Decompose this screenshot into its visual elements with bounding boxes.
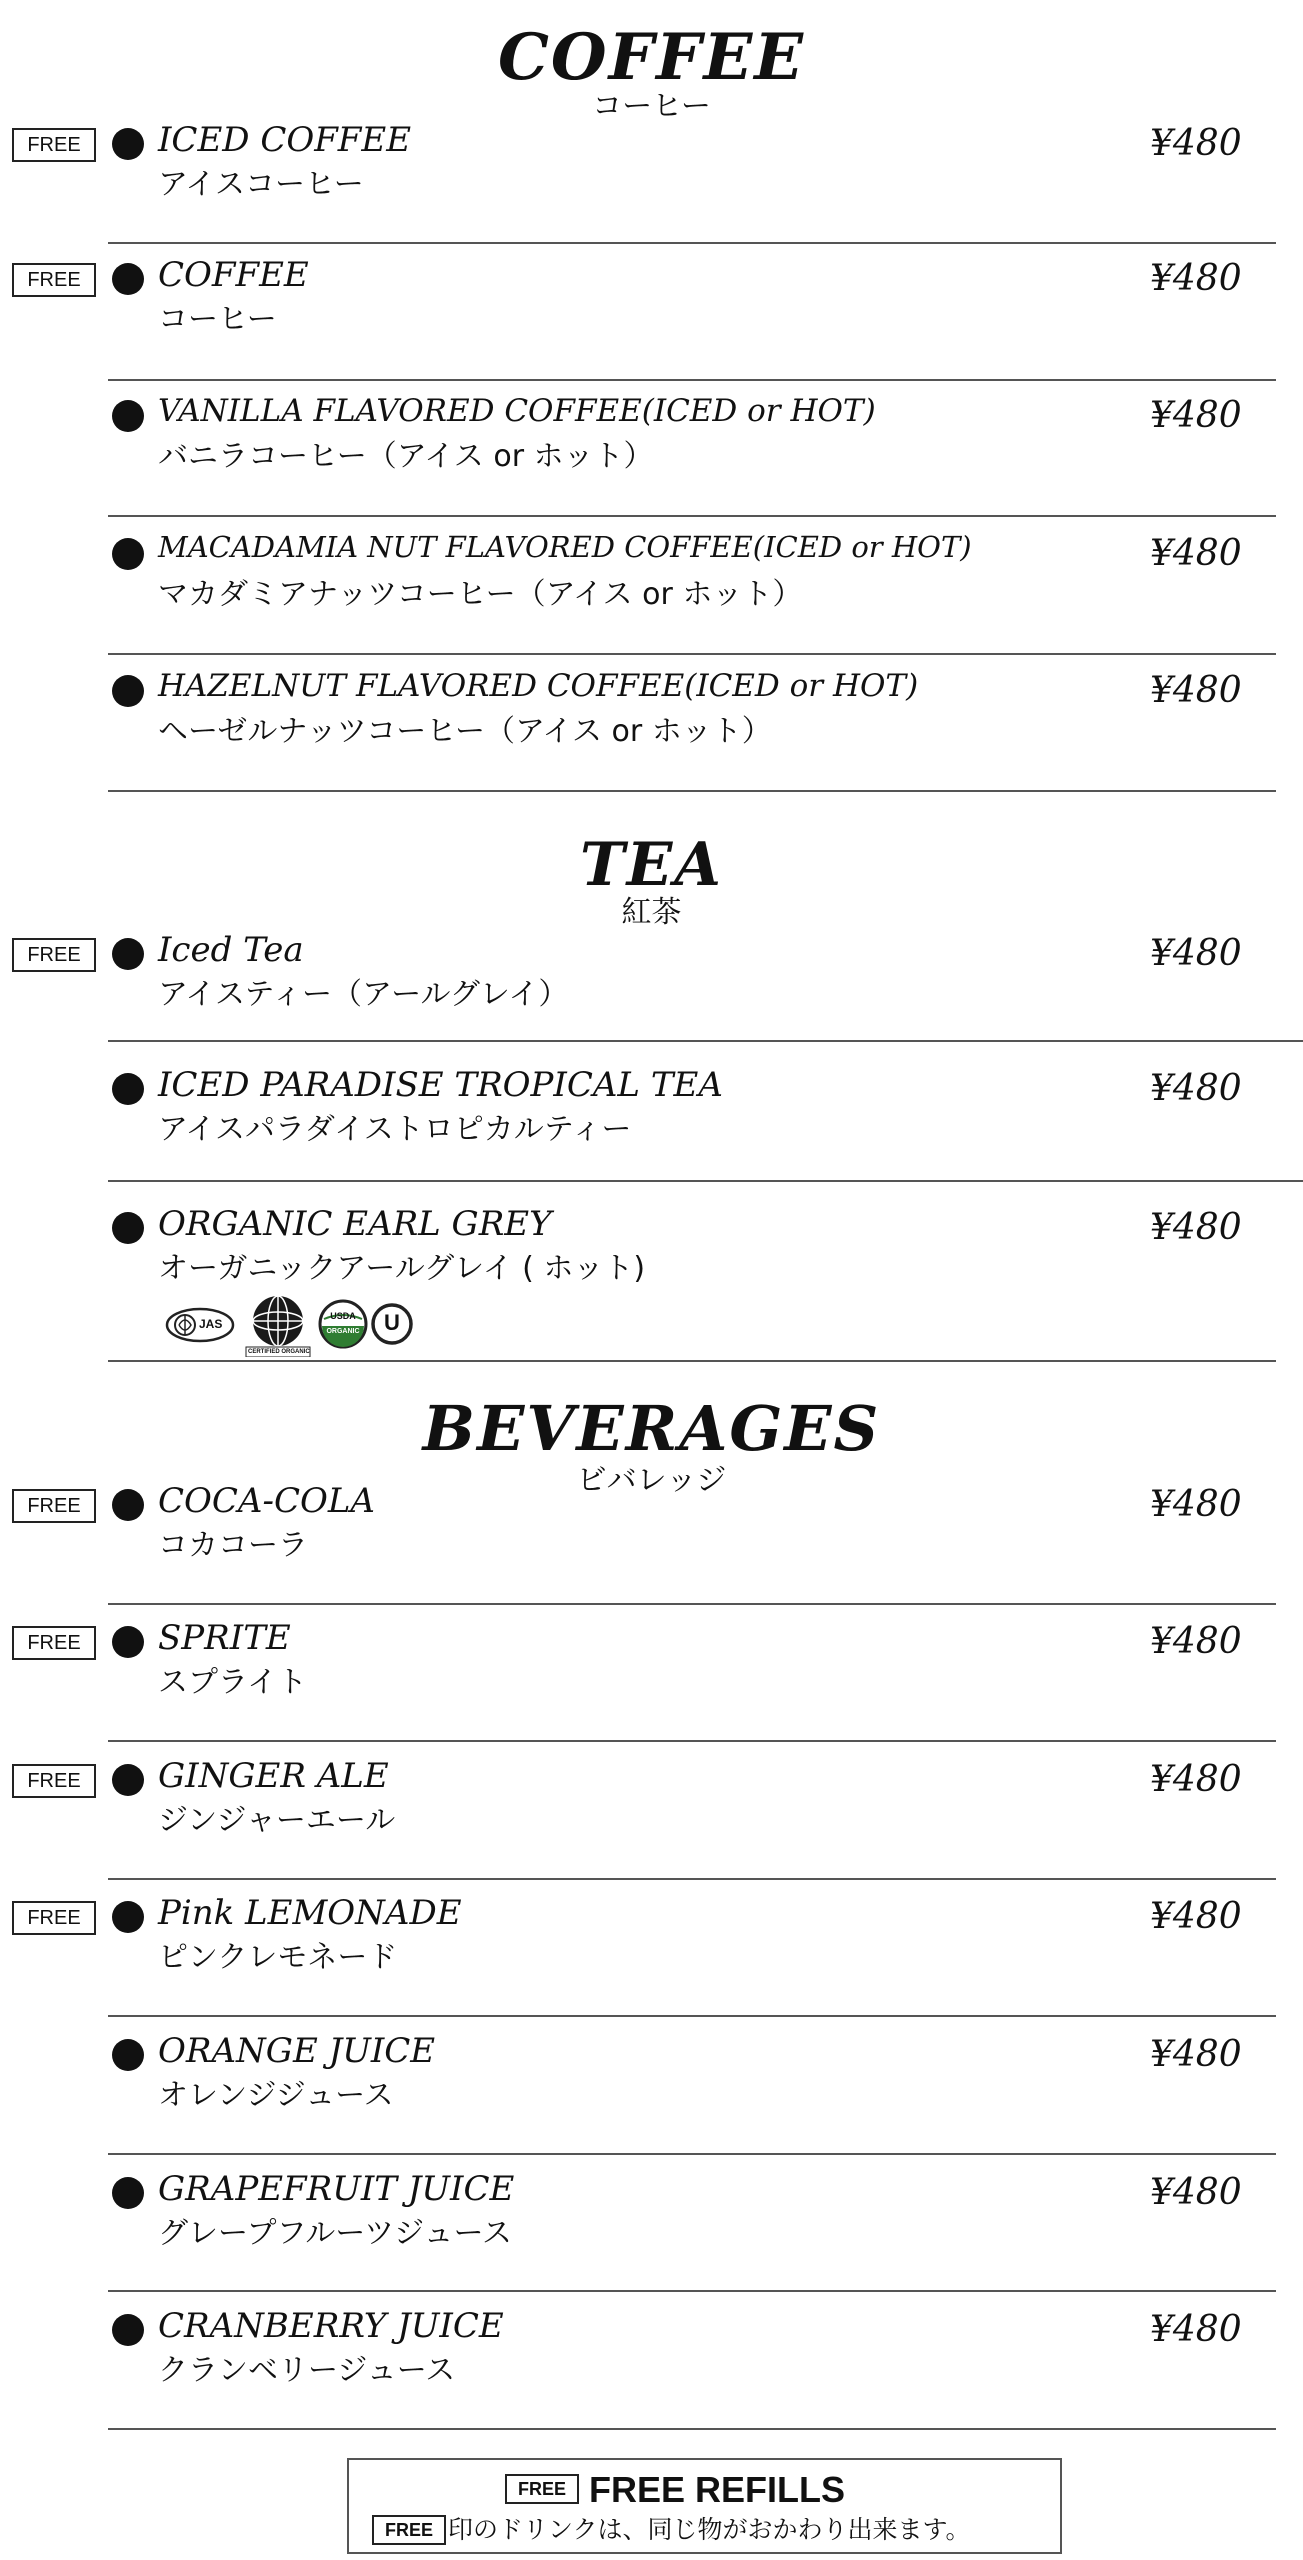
- certified-organic-label: CERTIFIED ORGANIC: [248, 1349, 310, 1355]
- bullet-icon: [112, 675, 144, 707]
- item-name-ja: ピンクレモネード: [158, 1940, 398, 1975]
- free-badge: FREE: [505, 2474, 579, 2504]
- usda-label: USDA: [330, 1311, 356, 1321]
- item-name-en: VANILLA FLAVORED COFFEE(ICED or HOT): [158, 393, 876, 429]
- bullet-icon: [112, 1901, 144, 1933]
- divider: [108, 2015, 1276, 2017]
- item-name-ja: アイスパラダイストロピカルティー: [158, 1112, 632, 1147]
- menu-item-pink-lemonade: [0, 1893, 1303, 2039]
- menu-item-iced-tea: [0, 930, 1303, 1076]
- coffee-title: COFFEE: [497, 20, 806, 95]
- divider: [108, 1360, 1276, 1362]
- item-name-ja: マカダミアナッツコーヒー（アイス or ホット）: [158, 577, 803, 612]
- free-badge: FREE: [12, 1764, 96, 1798]
- item-price: ¥480: [1150, 258, 1242, 299]
- beverages-title: BEVERAGES: [422, 1392, 881, 1465]
- menu-item-tropical-tea: [0, 1065, 1303, 1211]
- tea-subtitle: 紅茶: [621, 895, 682, 930]
- item-name-ja: バニラコーヒー（アイス or ホット）: [158, 439, 654, 474]
- free-badge: FREE: [12, 128, 96, 162]
- item-name-ja: オレンジジュース: [158, 2078, 394, 2113]
- menu-item-hazelnut-coffee: [0, 668, 1303, 813]
- free-badge: FREE: [12, 1489, 96, 1523]
- item-price: ¥480: [1150, 123, 1242, 164]
- item-name-en: COFFEE: [158, 255, 309, 295]
- bullet-icon: [112, 1212, 144, 1244]
- divider: [108, 653, 1276, 655]
- tea-title: TEA: [580, 830, 723, 900]
- coffee-subtitle: コーヒー: [592, 89, 711, 124]
- item-name-ja: ジンジャーエール: [158, 1803, 396, 1838]
- item-name-ja: グレープフルーツジュース: [158, 2216, 512, 2251]
- item-name-ja: クランベリージュース: [158, 2353, 456, 2388]
- beverages-subtitle: ビバレッジ: [576, 1463, 727, 1498]
- divider: [108, 1878, 1276, 1880]
- bullet-icon: [112, 1489, 144, 1521]
- item-price: ¥480: [1150, 1484, 1242, 1525]
- item-name-en: MACADAMIA NUT FLAVORED COFFEE(ICED or HOT): [158, 530, 972, 564]
- item-price: ¥480: [1150, 2034, 1242, 2075]
- bullet-icon: [112, 2314, 144, 2346]
- item-name-en: CRANBERRY JUICE: [158, 2306, 504, 2346]
- menu-item-iced-coffee: [0, 120, 1303, 266]
- divider: [108, 1040, 1303, 1042]
- item-name-ja: コーヒー: [158, 302, 277, 337]
- item-price: ¥480: [1150, 1207, 1242, 1248]
- item-price: ¥480: [1150, 1759, 1242, 1800]
- menu-item-cranberry-juice: [0, 2306, 1303, 2452]
- free-badge: FREE: [12, 1901, 96, 1935]
- divider: [108, 1603, 1276, 1605]
- divider: [108, 2290, 1276, 2292]
- item-name-en: Pink LEMONADE: [158, 1893, 462, 1933]
- item-price: ¥480: [1150, 2172, 1242, 2213]
- item-price: ¥480: [1150, 1621, 1242, 1662]
- free-badge: FREE: [12, 1626, 96, 1660]
- item-name-ja: アイスコーヒー: [158, 167, 364, 202]
- item-name-en: SPRITE: [158, 1618, 291, 1658]
- item-price: ¥480: [1150, 1068, 1242, 1109]
- item-name-en: ORANGE JUICE: [158, 2031, 436, 2071]
- divider: [108, 2153, 1276, 2155]
- bullet-icon: [112, 128, 144, 160]
- free-badge: FREE: [12, 938, 96, 972]
- free-refills-notice: [347, 2458, 1062, 2554]
- free-refills-note: 印のドリンクは、同じ物がおかわり出来ます。: [448, 2515, 971, 2544]
- item-name-en: ICED COFFEE: [158, 120, 412, 160]
- item-name-ja: コカコーラ: [158, 1528, 308, 1563]
- item-name-ja: オーガニックアールグレイ ( ホット): [158, 1251, 646, 1286]
- usda-organic-icon: [318, 1299, 368, 1353]
- free-refills-title: FREE REFILLS: [589, 2469, 846, 2510]
- item-price: ¥480: [1150, 533, 1242, 574]
- free-badge: FREE: [372, 2515, 446, 2545]
- item-name-en: HAZELNUT FLAVORED COFFEE(ICED or HOT): [158, 668, 919, 704]
- menu-item-coca-cola: [0, 1481, 1303, 1627]
- organic-certifications: [165, 1295, 415, 1355]
- item-price: ¥480: [1150, 2309, 1242, 2350]
- jas-organic-icon: [165, 1305, 235, 1349]
- item-name-ja: スプライト: [158, 1665, 308, 1700]
- menu-item-vanilla-coffee: [0, 393, 1303, 538]
- divider: [108, 1740, 1276, 1742]
- item-price: ¥480: [1150, 933, 1242, 974]
- menu-item-orange-juice: [0, 2031, 1303, 2177]
- bullet-icon: [112, 938, 144, 970]
- bullet-icon: [112, 1764, 144, 1796]
- divider: [108, 2428, 1276, 2430]
- bullet-icon: [112, 1073, 144, 1105]
- kosher-label: U: [384, 1310, 400, 1335]
- bullet-icon: [112, 538, 144, 570]
- divider: [108, 379, 1276, 381]
- item-name-ja: ヘーゼルナッツコーヒー（アイス or ホット）: [158, 714, 772, 749]
- item-name-ja: アイスティー（アールグレイ）: [158, 977, 569, 1012]
- kosher-u-icon: [370, 1302, 414, 1350]
- bullet-icon: [112, 1626, 144, 1658]
- item-price: ¥480: [1150, 395, 1242, 436]
- menu-item-macadamia-coffee: [0, 530, 1303, 676]
- divider: [108, 515, 1276, 517]
- item-name-en: GRAPEFRUIT JUICE: [158, 2169, 515, 2209]
- menu-item-sprite: [0, 1618, 1303, 1764]
- item-name-en: ICED PARADISE TROPICAL TEA: [158, 1065, 723, 1105]
- menu-item-ginger-ale: [0, 1756, 1303, 1902]
- menu-item-grapefruit-juice: [0, 2169, 1303, 2315]
- certified-organic-icon: [243, 1295, 313, 1361]
- item-name-en: COCA-COLA: [158, 1481, 375, 1521]
- item-name-en: GINGER ALE: [158, 1756, 389, 1796]
- divider: [108, 790, 1276, 792]
- bullet-icon: [112, 263, 144, 295]
- usda-organic-label: ORGANIC: [326, 1328, 360, 1335]
- divider: [108, 242, 1276, 244]
- bullet-icon: [112, 400, 144, 432]
- item-price: ¥480: [1150, 1896, 1242, 1937]
- bullet-icon: [112, 2039, 144, 2071]
- item-name-en: Iced Tea: [158, 930, 304, 970]
- jas-label: JAS: [199, 1317, 223, 1331]
- item-name-en: ORGANIC EARL GREY: [158, 1204, 552, 1244]
- item-price: ¥480: [1150, 670, 1242, 711]
- divider: [108, 1180, 1303, 1182]
- free-badge: FREE: [12, 263, 96, 297]
- bullet-icon: [112, 2177, 144, 2209]
